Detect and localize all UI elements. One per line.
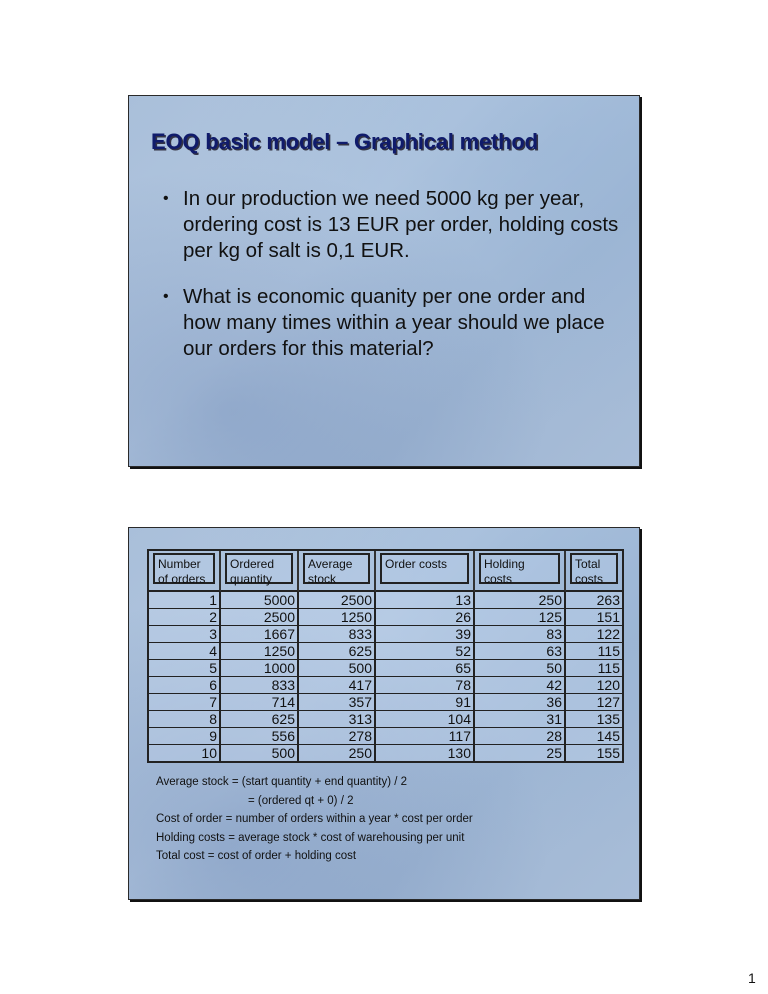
cell-total-costs: 115 (566, 660, 622, 677)
header-number-of-orders: Number of orders (149, 551, 221, 592)
table-row (149, 626, 622, 643)
bullet-question: • What is economic quanity per one order and how many times within a year should we place our orders for this material? (163, 284, 623, 362)
cell-total-costs: 151 (566, 609, 622, 626)
slide-2 (128, 527, 640, 900)
slide-1 (128, 95, 640, 467)
cell-orders: 7 (149, 694, 221, 711)
cell-holding-costs: 31 (475, 711, 566, 728)
cell-quantity: 833 (221, 677, 299, 694)
cell-orders: 4 (149, 643, 221, 660)
table-row (149, 643, 622, 660)
cell-holding-costs: 36 (475, 694, 566, 711)
table-row (149, 745, 622, 761)
cell-holding-costs: 83 (475, 626, 566, 643)
cell-order-costs: 65 (376, 660, 475, 677)
cell-total-costs: 120 (566, 677, 622, 694)
header-average-stock: Average stock (299, 551, 376, 592)
cell-total-costs: 122 (566, 626, 622, 643)
cell-total-costs: 135 (566, 711, 622, 728)
cell-quantity: 714 (221, 694, 299, 711)
cell-avg-stock: 2500 (299, 592, 376, 609)
cell-order-costs: 91 (376, 694, 475, 711)
cell-quantity: 1667 (221, 626, 299, 643)
cell-avg-stock: 313 (299, 711, 376, 728)
table-row (149, 677, 622, 694)
cell-order-costs: 26 (376, 609, 475, 626)
table-row (149, 660, 622, 677)
cell-holding-costs: 250 (475, 592, 566, 609)
page-number: 1 (748, 970, 756, 986)
cell-quantity: 2500 (221, 609, 299, 626)
table-row (149, 728, 622, 745)
bullet-list (163, 186, 623, 382)
cell-total-costs: 155 (566, 745, 622, 761)
cell-quantity: 1250 (221, 643, 299, 660)
cell-orders: 9 (149, 728, 221, 745)
cell-holding-costs: 25 (475, 745, 566, 761)
header-ordered-quantity: Ordered quantity (221, 551, 299, 592)
cell-orders: 1 (149, 592, 221, 609)
cell-order-costs: 39 (376, 626, 475, 643)
cell-orders: 8 (149, 711, 221, 728)
cell-avg-stock: 1250 (299, 609, 376, 626)
cell-quantity: 5000 (221, 592, 299, 609)
cell-quantity: 1000 (221, 660, 299, 677)
table-header-row (149, 551, 622, 592)
cell-order-costs: 130 (376, 745, 475, 761)
cell-holding-costs: 42 (475, 677, 566, 694)
table-row (149, 711, 622, 728)
cell-orders: 6 (149, 677, 221, 694)
cell-avg-stock: 357 (299, 694, 376, 711)
cell-avg-stock: 417 (299, 677, 376, 694)
eoq-table (147, 549, 624, 763)
header-order-costs: Order costs (376, 551, 475, 592)
cell-holding-costs: 50 (475, 660, 566, 677)
cell-total-costs: 115 (566, 643, 622, 660)
cell-order-costs: 13 (376, 592, 475, 609)
table-row (149, 694, 622, 711)
note-holding-costs: Holding costs = average stock * cost of warehousing per unit (156, 831, 465, 844)
cell-order-costs: 104 (376, 711, 475, 728)
cell-avg-stock: 278 (299, 728, 376, 745)
cell-orders: 10 (149, 745, 221, 761)
cell-holding-costs: 63 (475, 643, 566, 660)
cell-total-costs: 145 (566, 728, 622, 745)
note-average-stock: Average stock = (start quantity + end quantity) / 2 (156, 776, 408, 788)
header-holding-costs: Holding costs (475, 551, 566, 592)
cell-holding-costs: 28 (475, 728, 566, 745)
cell-quantity: 556 (221, 728, 299, 745)
cell-orders: 3 (149, 626, 221, 643)
cell-order-costs: 117 (376, 728, 475, 745)
table-row (149, 592, 622, 609)
cell-quantity: 500 (221, 745, 299, 761)
cell-order-costs: 52 (376, 643, 475, 660)
cell-avg-stock: 833 (299, 626, 376, 643)
table-row (149, 609, 622, 626)
header-total-costs: Total costs (566, 551, 622, 592)
cell-orders: 5 (149, 660, 221, 677)
note-total-cost: Total cost = cost of order + holding cost (156, 850, 357, 863)
cell-total-costs: 263 (566, 592, 622, 609)
cell-total-costs: 127 (566, 694, 622, 711)
cell-avg-stock: 625 (299, 643, 376, 660)
cell-order-costs: 78 (376, 677, 475, 694)
cell-orders: 2 (149, 609, 221, 626)
bullet-problem-statement: • In our production we need 5000 kg per year, ordering cost is 13 EUR per order, holding costs per kg of salt is 0,1 EUR. (163, 186, 623, 264)
cell-holding-costs: 125 (475, 609, 566, 626)
cell-avg-stock: 500 (299, 660, 376, 677)
note-average-stock-simplified: = (ordered qt + 0) / 2 (248, 794, 354, 807)
cell-quantity: 625 (221, 711, 299, 728)
cell-avg-stock: 250 (299, 745, 376, 761)
note-cost-of-order: Cost of order = number of orders within a year * cost per order (156, 813, 473, 826)
formula-notes (156, 773, 473, 866)
slide-title: EOQ basic model – Graphical method (151, 129, 538, 154)
